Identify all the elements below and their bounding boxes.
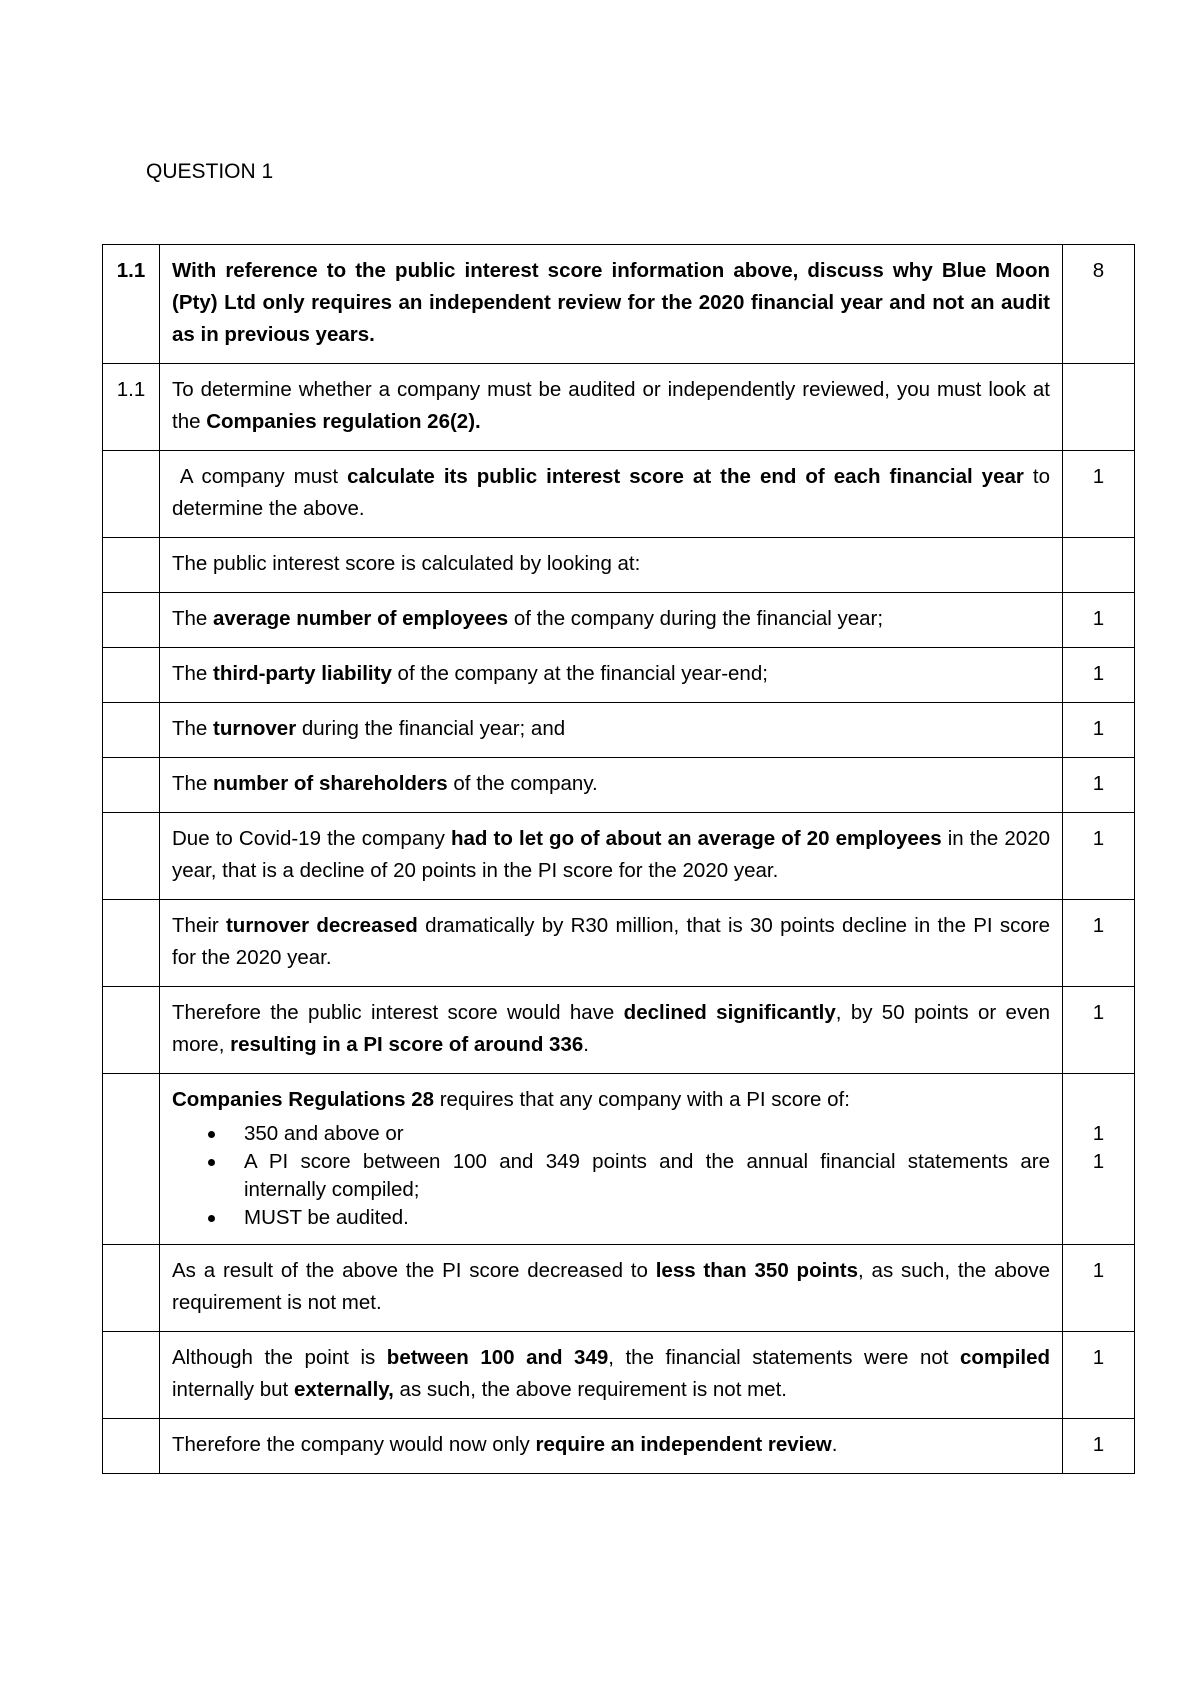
table-row [103, 364, 1135, 451]
table-row [103, 900, 1135, 987]
row-text: The number of shareholders of the company. [160, 758, 1063, 813]
bullet-mark: 1 [1092, 1122, 1105, 1145]
table-row [103, 758, 1135, 813]
table-row [103, 1074, 1135, 1245]
row-text: The average number of employees of the company during the financial year; [160, 593, 1063, 648]
table-row [103, 1419, 1135, 1474]
row-number [103, 758, 160, 813]
requirement-list [172, 1120, 1050, 1232]
row-mark: 1 [1063, 758, 1135, 813]
row-mark [1063, 364, 1135, 451]
list-item: MUST be audited. [172, 1204, 1050, 1232]
bullet-icon [208, 1131, 215, 1138]
row-text: A company must calculate its public interest score at the end of each financial year to determine the above. [160, 451, 1063, 538]
table-row [103, 1332, 1135, 1419]
row-number [103, 538, 160, 593]
row-mark: 1 [1063, 703, 1135, 758]
page-title: QUESTION 1 [146, 160, 274, 183]
row-text: To determine whether a company must be audited or independently reviewed, you must look at the Companies regulation 26(2). [160, 364, 1063, 451]
list-item: 350 and above or [172, 1120, 1050, 1148]
row-number [103, 900, 160, 987]
row-text: Although the point is between 100 and 349, the financial statements were not compiled internally but externally, as such, the above requirement is not met. [160, 1332, 1063, 1419]
table-row [103, 538, 1135, 593]
question-row [103, 245, 1135, 364]
row-mark: 1 [1063, 813, 1135, 900]
row-text: Their turnover decreased dramatically by R30 million, that is 30 points decline in the PI score for the 2020 year. [160, 900, 1063, 987]
table-row [103, 648, 1135, 703]
table-row [103, 703, 1135, 758]
row-text: The turnover during the financial year; and [160, 703, 1063, 758]
table-row [103, 1245, 1135, 1332]
row-text: The public interest score is calculated by looking at: [160, 538, 1063, 593]
row-text: The third-party liability of the company at the financial year-end; [160, 648, 1063, 703]
row-mark: 1 [1063, 1245, 1135, 1332]
table-row [103, 593, 1135, 648]
row-number [103, 1419, 160, 1474]
row-number [103, 1074, 160, 1245]
bullet-mark: 1 [1092, 1150, 1105, 1173]
row-mark: 1 [1063, 451, 1135, 538]
question-number: 1.1 [103, 245, 160, 364]
row-number [103, 813, 160, 900]
row-mark [1063, 1074, 1135, 1245]
row-number [103, 1332, 160, 1419]
row-number [103, 451, 160, 538]
bullet-icon [208, 1215, 215, 1222]
memo-table [102, 244, 1135, 1474]
row-number [103, 703, 160, 758]
row-mark: 1 [1063, 1332, 1135, 1419]
row-mark: 1 [1063, 593, 1135, 648]
question-marks: 8 [1063, 245, 1135, 364]
row-mark: 1 [1063, 648, 1135, 703]
row-number [103, 648, 160, 703]
row-text: Due to Covid-19 the company had to let go of about an average of 20 employees in the 2020 year, that is a decline of 20 points in the PI score for the 2020 year. [160, 813, 1063, 900]
row-text: Companies Regulations 28 requires that any company with a PI score of: 350 and above or A PI score between 100 and 349 points and the annual financial statements are internally compiled; MUST be audited. [160, 1074, 1063, 1245]
row-mark [1063, 538, 1135, 593]
row-number [103, 1245, 160, 1332]
row-number [103, 987, 160, 1074]
row-number: 1.1 [103, 364, 160, 451]
table-row [103, 451, 1135, 538]
row-mark: 1 [1063, 1419, 1135, 1474]
question-text: With reference to the public interest score information above, discuss why Blue Moon (Pty) Ltd only requires an independent review for the 2020 financial year and not an audit as in previous years. [160, 245, 1063, 364]
table-row [103, 987, 1135, 1074]
row-text: As a result of the above the PI score decreased to less than 350 points, as such, the above requirement is not met. [160, 1245, 1063, 1332]
row-text: Therefore the company would now only require an independent review. [160, 1419, 1063, 1474]
row-mark: 1 [1063, 900, 1135, 987]
table-row [103, 813, 1135, 900]
row-mark: 1 [1063, 987, 1135, 1074]
row-text: Therefore the public interest score would have declined significantly, by 50 points or even more, resulting in a PI score of around 336. [160, 987, 1063, 1074]
row-number [103, 593, 160, 648]
list-item: A PI score between 100 and 349 points and the annual financial statements are internally compiled; [172, 1148, 1050, 1204]
bullet-icon [208, 1159, 215, 1166]
